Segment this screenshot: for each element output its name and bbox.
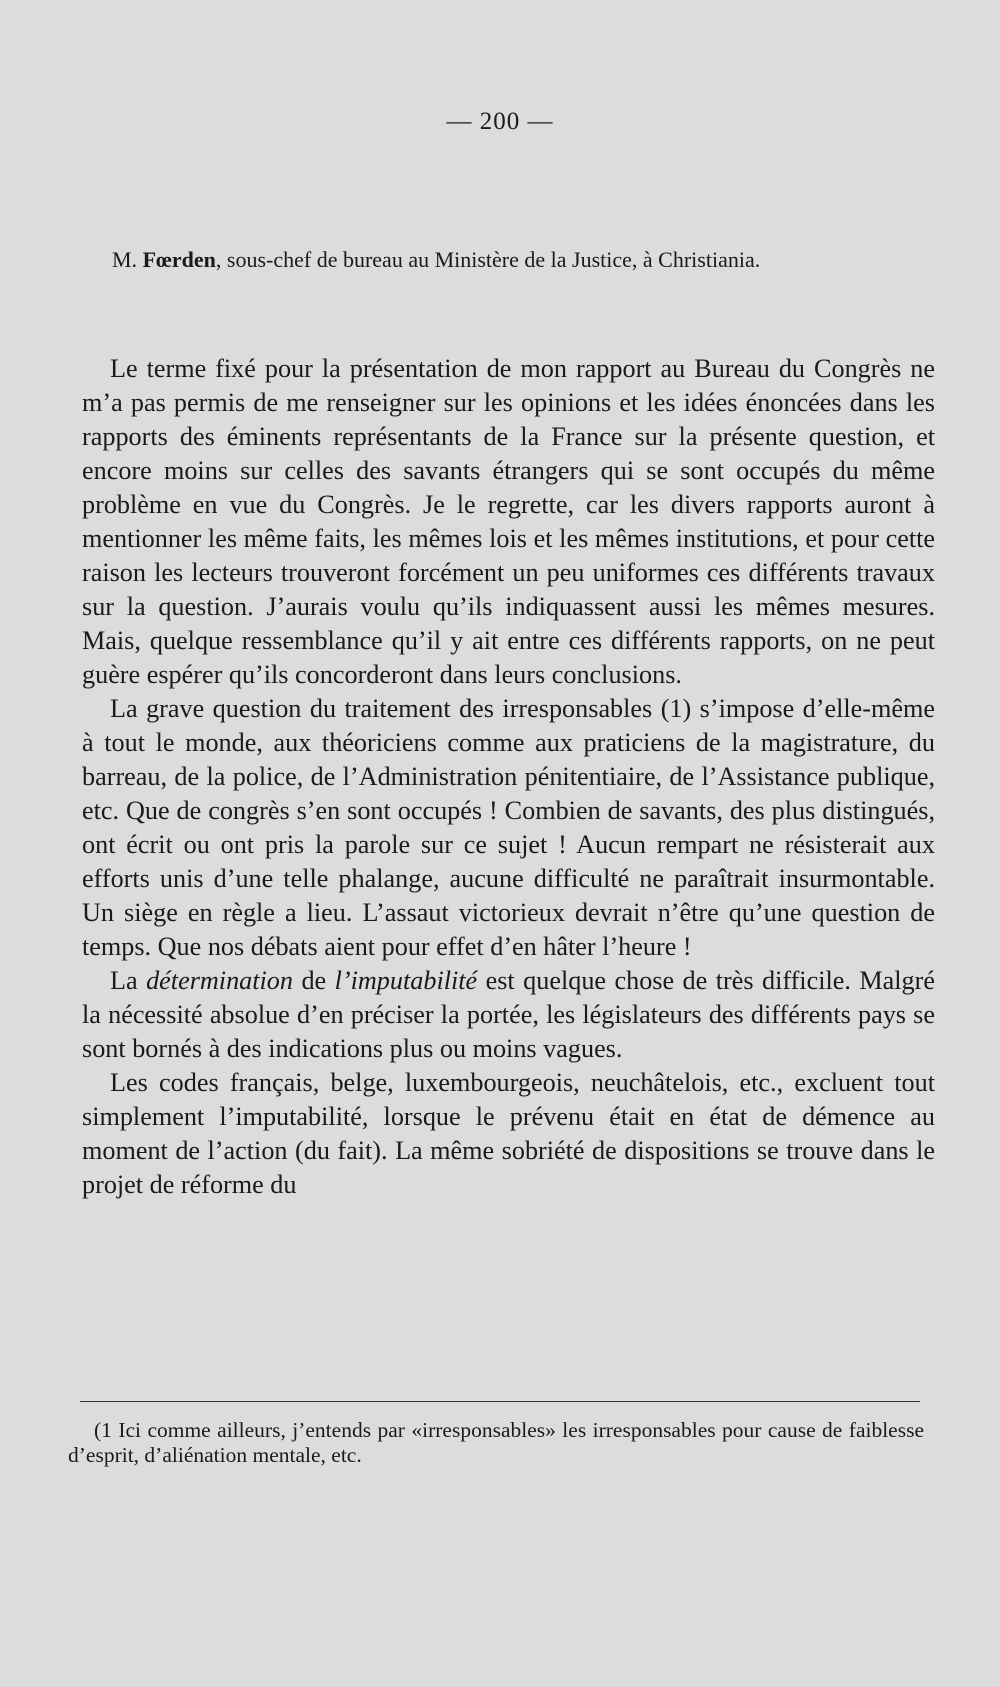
footnote-text: (1 Ici comme ailleurs, j’entends par «irresponsables» les irresponsables pour cause de faiblesse d’esprit, d’aliénation mentale, etc.: [68, 1418, 924, 1467]
author-line: [112, 247, 942, 273]
paragraph-3: [82, 964, 935, 1066]
paragraph-3-mid: de: [293, 966, 335, 995]
paragraph-4: Les codes français, belge, luxembourgeois, neuchâtelois, etc., excluent tout simplement l’imputabilité, lorsque le prévenu était en état de démence au moment de l’action (du fait). La même sobriété de dispositions se trouve dans le projet de réforme du: [82, 1068, 935, 1199]
footnote: [68, 1418, 924, 1468]
paragraph-3-end: est quelque chose de très difficile. Malgré la nécessité absolue d’en préciser la portée, les législateurs des différents pays se sont bornés à des indications plus ou moins vagues.: [82, 966, 935, 1063]
emphasis-determination: détermination: [146, 966, 293, 995]
author-prefix: M.: [112, 247, 143, 272]
paragraph-2: La grave question du traitement des irresponsables (1) s’impose d’elle-même à tout le monde, aux théoriciens comme aux praticiens de la magistrature, du barreau, de la police, de l’Administration pénitentiaire, de l’Assistance publique, etc. Que de congrès s’en sont occupés ! Combien de savants, des plus distingués, ont écrit ou ont pris la parole sur ce sujet ! Aucun rempart ne résisterait aux efforts unis d’une telle phalange, aucune difficulté ne paraîtrait insurmontable. Un siège en règle a lieu. L’assaut victorieux devrait n’être qu’une question de temps. Que nos débats aient pour effet d’en hâter l’heure !: [82, 694, 935, 961]
emphasis-imputabilite: l’imputabilité: [334, 966, 478, 995]
paragraph-3-start: La: [110, 966, 147, 995]
page-number: — 200 —: [446, 108, 554, 135]
paragraph-1: Le terme fixé pour la présentation de mon rapport au Bureau du Congrès ne m’a pas permis de me renseigner sur les opinions et les idées énoncées dans les rapports des éminents représentants de la France sur la présente question, et encore moins sur celles des savants étrangers qui se sont occupés du même problème en vue du Congrès. Je le regrette, car les divers rapports auront à mentionner les même faits, les mêmes lois et les mêmes institutions, et pour cette raison les lecteurs trouveront forcément un peu uniformes ces différents travaux sur la question. J’aurais voulu qu’ils indiquassent aussi les mêmes mesures. Mais, quelque ressemblance qu’il y ait entre ces différents rapports, on ne peut guère espérer qu’ils concorderont dans leurs conclusions.: [82, 354, 935, 689]
body-text: [82, 352, 935, 1202]
author-title: , sous-chef de bureau au Ministère de la Justice, à Christiania.: [215, 247, 761, 272]
footnote-divider: [80, 1401, 920, 1402]
author-name: Fœrden: [142, 247, 216, 272]
